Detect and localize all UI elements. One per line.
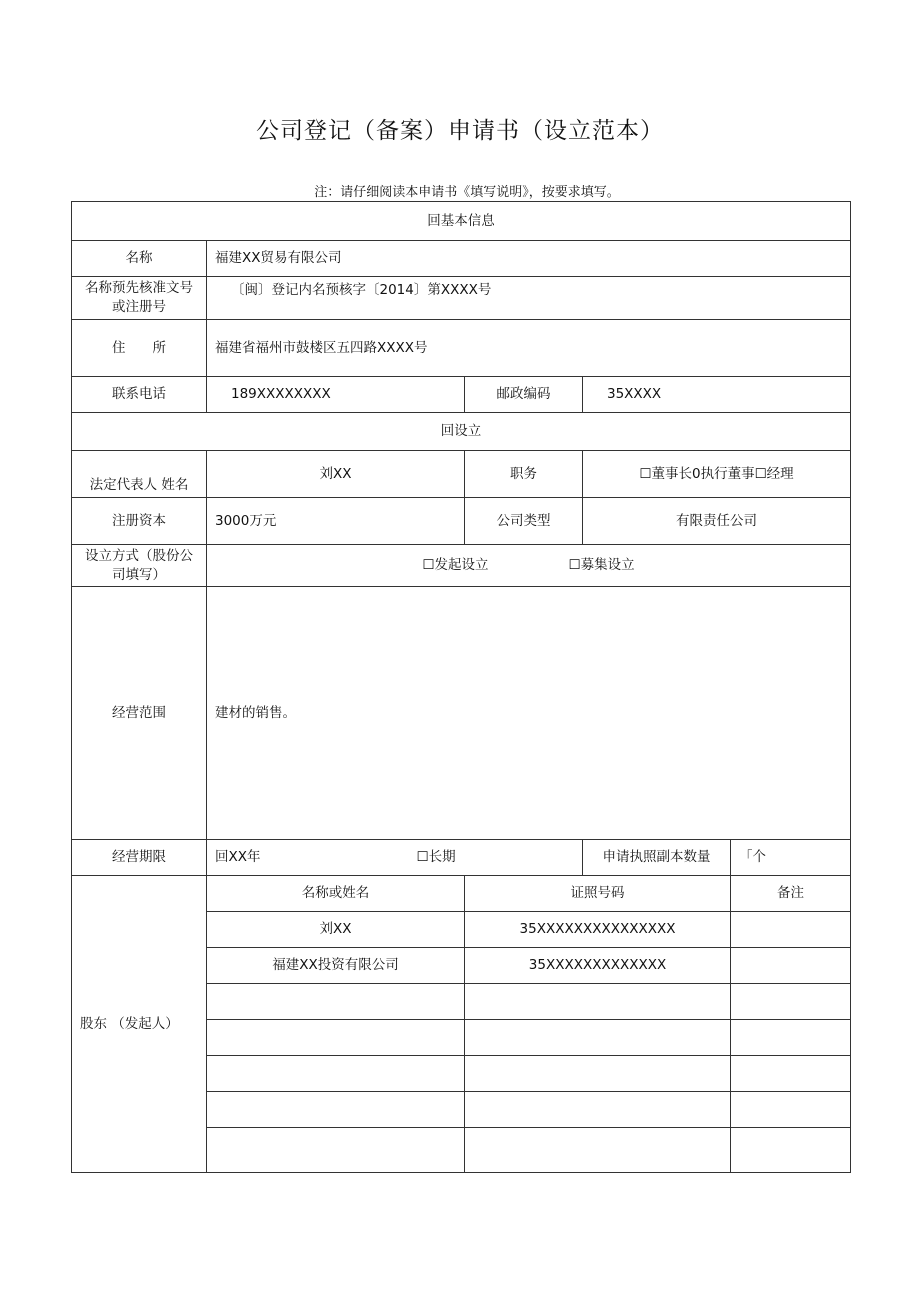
shareholder-name: 福建XX投资有限公司: [207, 948, 465, 984]
shareholder-note: [731, 948, 851, 984]
shareholder-name: [207, 1092, 465, 1128]
section-basic-info: 回基本信息: [72, 202, 851, 241]
shareholder-id: [465, 984, 731, 1020]
company-type-label: 公司类型: [465, 498, 583, 545]
legal-rep-label: 法定代表人 姓名: [72, 451, 207, 498]
shareholder-note: [731, 1128, 851, 1173]
legal-rep-value: 刘XX: [207, 451, 465, 498]
term-options: [207, 840, 583, 876]
approval-number-label: 名称预先核准文号或注册号: [72, 277, 207, 320]
shareholder-note: [731, 1092, 851, 1128]
method-label: 设立方式（股份公司填写）: [72, 545, 207, 587]
shareholder-header-id: 证照号码: [465, 876, 731, 912]
shareholder-id: 35XXXXXXXXXXXXX: [465, 948, 731, 984]
business-scope-value: 建材的销售。: [207, 587, 851, 840]
postcode-label: 邮政编码: [465, 377, 583, 413]
shareholder-note: [731, 984, 851, 1020]
shareholder-note: [731, 912, 851, 948]
checkbox-promoter-setup[interactable]: ☐发起设立: [422, 557, 489, 573]
shareholders-label: 股东 （发起人）: [72, 876, 207, 1173]
page-title: 公司登记（备案）申请书（设立范本）: [256, 118, 664, 144]
checkbox-term-long[interactable]: ☐长期: [416, 849, 456, 865]
phone-label: 联系电话: [72, 377, 207, 413]
shareholder-note: [731, 1056, 851, 1092]
phone-value: 189XXXXXXXX: [207, 377, 465, 413]
shareholder-id: [465, 1128, 731, 1173]
shareholder-note: [731, 1020, 851, 1056]
term-label: 经营期限: [72, 840, 207, 876]
company-type-value: 有限责任公司: [583, 498, 851, 545]
shareholder-header-note: 备注: [731, 876, 851, 912]
checkbox-offering-setup[interactable]: ☐募集设立: [568, 557, 635, 573]
section-establish: 回设立: [72, 413, 851, 451]
shareholder-name: [207, 984, 465, 1020]
license-copies-label: 申请执照副本数量: [583, 840, 731, 876]
fill-note: 注：请仔细阅读本申请书《填写说明》，按要求填写。: [314, 185, 620, 200]
postcode-value: 35XXXX: [583, 377, 851, 413]
business-scope-label: 经营范围: [72, 587, 207, 840]
address-value: 福建省福州市鼓楼区五四路XXXX号: [207, 320, 851, 377]
shareholder-name: [207, 1020, 465, 1056]
shareholder-id: [465, 1092, 731, 1128]
company-name-label: 名称: [72, 241, 207, 277]
company-name-value: 福建XX贸易有限公司: [207, 241, 851, 277]
shareholder-id: [465, 1056, 731, 1092]
checkbox-term-years[interactable]: 回XX年: [215, 849, 261, 865]
shareholder-name: [207, 1128, 465, 1173]
shareholder-id: 35XXXXXXXXXXXXXXX: [465, 912, 731, 948]
shareholder-id: [465, 1020, 731, 1056]
capital-label: 注册资本: [72, 498, 207, 545]
license-copies-value: 「个: [731, 840, 851, 876]
shareholder-header-name: 名称或姓名: [207, 876, 465, 912]
shareholder-name: 刘XX: [207, 912, 465, 948]
application-form: [71, 201, 851, 1173]
address-label: 住 所: [72, 320, 207, 377]
capital-value: 3000万元: [207, 498, 465, 545]
approval-number-value: 〔闽〕登记内名预核字〔2014〕第XXXX号: [207, 277, 851, 320]
shareholder-name: [207, 1056, 465, 1092]
method-options: [207, 545, 851, 587]
position-label: 职务: [465, 451, 583, 498]
position-options: ☐董事长0执行董事☐经理: [583, 451, 851, 498]
